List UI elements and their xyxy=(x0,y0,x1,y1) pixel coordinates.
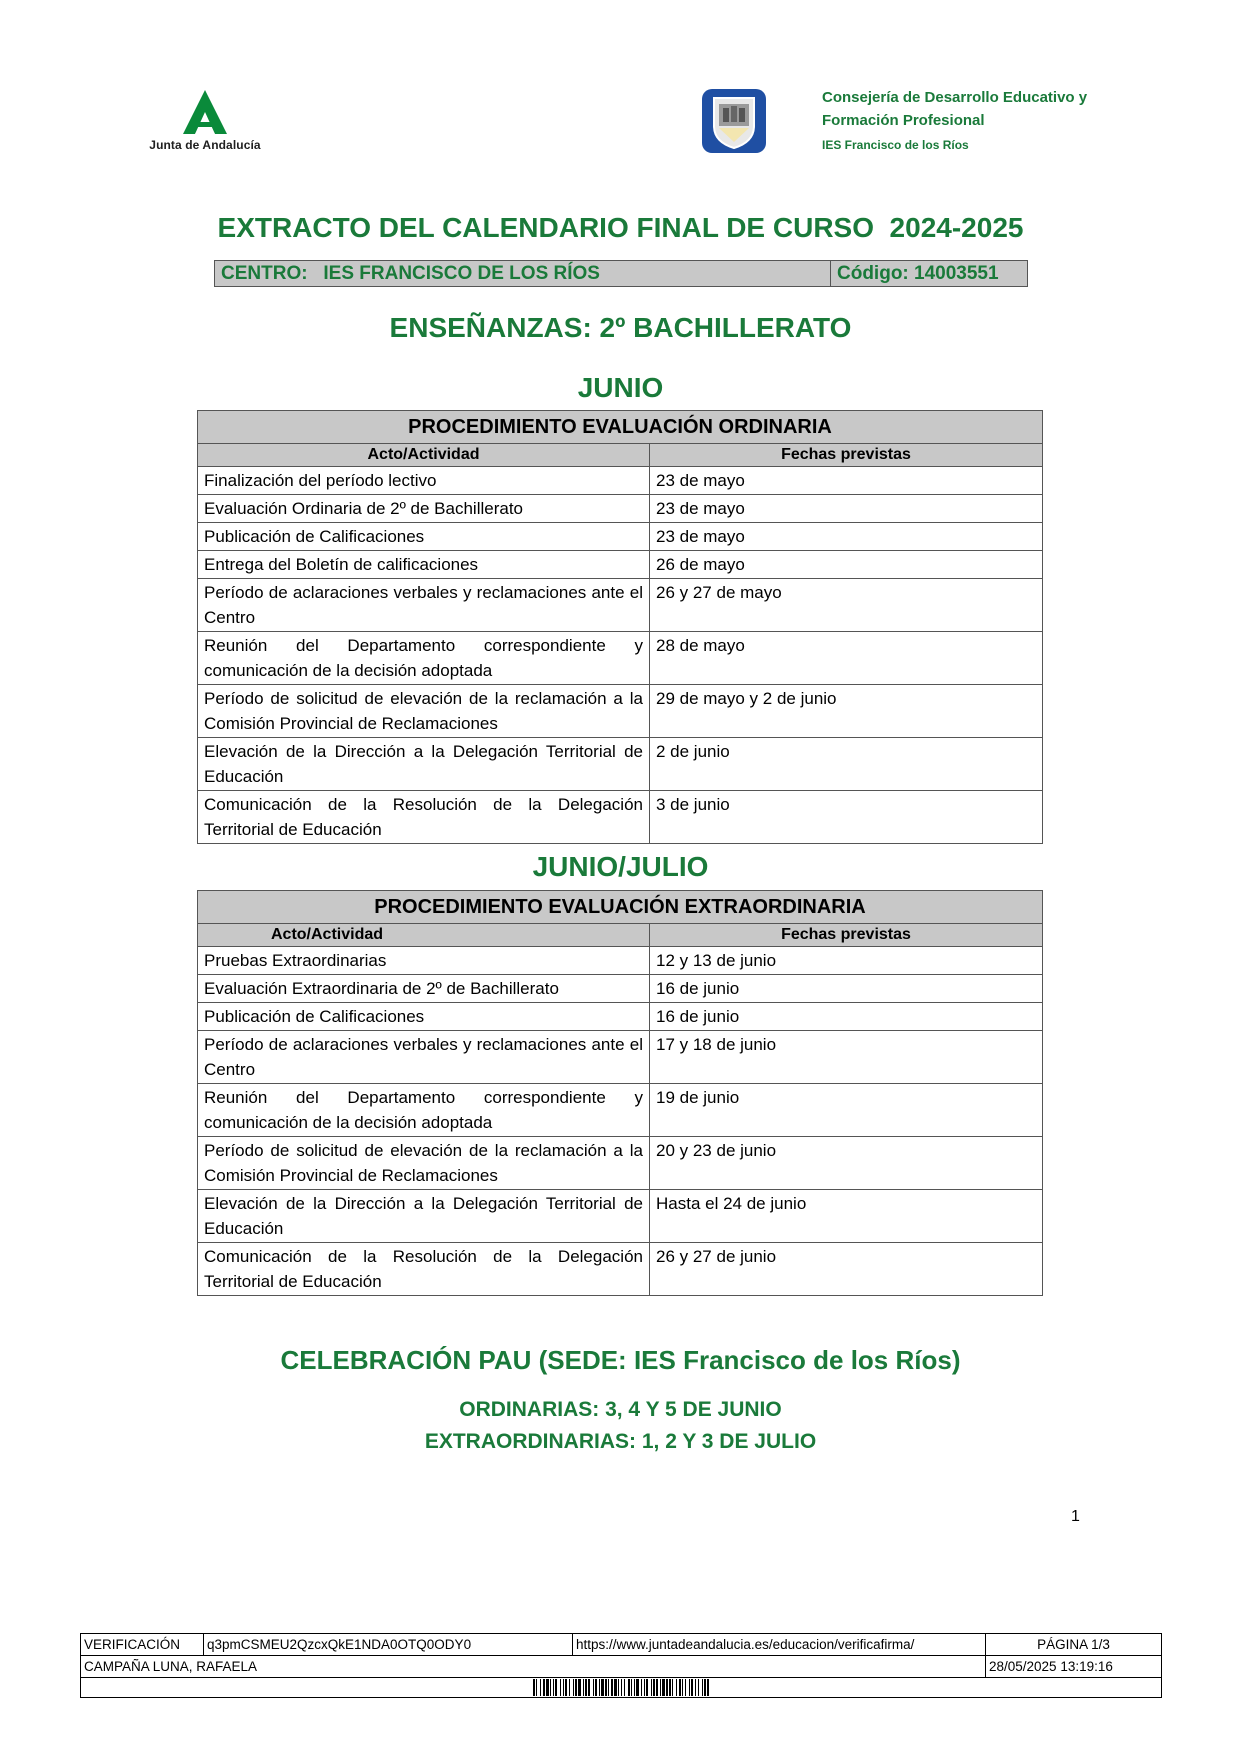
table-row xyxy=(198,1084,1043,1137)
table-row xyxy=(198,632,1043,685)
date-cell: 19 de junio xyxy=(650,1084,1043,1137)
table-row xyxy=(198,738,1043,791)
date-cell: 16 de junio xyxy=(650,975,1043,1003)
activity-cell: Período de solicitud de elevación de la reclamación a la Comisión Provincial de Reclamaciones xyxy=(198,1137,650,1190)
date-cell: 16 de junio xyxy=(650,1003,1043,1031)
ies-crest-logo xyxy=(701,88,767,154)
activity-cell: Reunión del Departamento correspondiente y comunicación de la decisión adoptada xyxy=(198,1084,650,1137)
pau-ordinarias: ORDINARIAS: 3, 4 Y 5 DE JUNIO xyxy=(459,1398,782,1421)
extraordinaria-table-body xyxy=(198,947,1043,1296)
junta-andalucia-logo-text: Junta de Andalucía xyxy=(149,138,261,152)
school-crest-icon xyxy=(701,88,767,154)
document-title: EXTRACTO DEL CALENDARIO FINAL DE CURSO 2024-2025 xyxy=(217,212,1024,243)
table-title: PROCEDIMIENTO EVALUACIÓN ORDINARIA xyxy=(198,411,1043,444)
date-cell: 23 de mayo xyxy=(650,467,1043,495)
column-header-activity: Acto/Actividad xyxy=(198,924,650,947)
date-cell: 28 de mayo xyxy=(650,632,1043,685)
verification-table xyxy=(80,1633,1162,1698)
centro-codigo: Código: 14003551 xyxy=(830,261,999,287)
section-junio-julio-heading: JUNIO/JULIO xyxy=(532,851,709,882)
junta-andalucia-logo xyxy=(140,88,270,158)
activity-cell: Pruebas Extraordinarias xyxy=(198,947,650,975)
activity-cell: Publicación de Calificaciones xyxy=(198,1003,650,1031)
table-row xyxy=(198,523,1043,551)
date-cell: 26 de mayo xyxy=(650,551,1043,579)
date-cell: 26 y 27 de junio xyxy=(650,1243,1043,1296)
date-cell: 26 y 27 de mayo xyxy=(650,579,1043,632)
pau-extraordinarias: EXTRAORDINARIAS: 1, 2 Y 3 DE JULIO xyxy=(424,1430,817,1453)
date-cell: 2 de junio xyxy=(650,738,1043,791)
date-cell: 12 y 13 de junio xyxy=(650,947,1043,975)
table-row xyxy=(198,1031,1043,1084)
table-row xyxy=(198,975,1043,1003)
table-row xyxy=(198,791,1043,844)
activity-cell: Publicación de Calificaciones xyxy=(198,523,650,551)
signature-datetime: 28/05/2025 13:19:16 xyxy=(986,1656,1162,1678)
column-header-dates: Fechas previstas xyxy=(650,924,1043,947)
activity-cell: Evaluación Extraordinaria de 2º de Bachillerato xyxy=(198,975,650,1003)
date-cell: 23 de mayo xyxy=(650,523,1043,551)
date-cell: 29 de mayo y 2 de junio xyxy=(650,685,1043,738)
section-junio-heading: JUNIO xyxy=(577,372,664,403)
table-row xyxy=(198,495,1043,523)
ensenanzas-heading: ENSEÑANZAS: 2º BACHILLERATO xyxy=(389,312,852,343)
activity-cell: Comunicación de la Resolución de la Delegación Territorial de Educación xyxy=(198,791,650,844)
consejeria-line-2: Formación Profesional xyxy=(822,112,985,129)
centro-label: CENTRO: IES FRANCISCO DE LOS RÍOS xyxy=(221,263,600,284)
extraordinaria-table xyxy=(197,890,1043,1296)
activity-cell: Período de solicitud de elevación de la reclamación a la Comisión Provincial de Reclamaciones xyxy=(198,685,650,738)
date-cell: 20 y 23 de junio xyxy=(650,1137,1043,1190)
signer-name: CAMPAÑA LUNA, RAFAELA xyxy=(81,1656,986,1678)
barcode-icon xyxy=(81,1678,1161,1697)
consejeria-line-1: Consejería de Desarrollo Educativo y xyxy=(822,89,1088,106)
table-row xyxy=(198,467,1043,495)
table-row xyxy=(198,947,1043,975)
table-row xyxy=(198,685,1043,738)
activity-cell: Período de aclaraciones verbales y reclamaciones ante el Centro xyxy=(198,579,650,632)
date-cell: 3 de junio xyxy=(650,791,1043,844)
activity-cell: Comunicación de la Resolución de la Delegación Territorial de Educación xyxy=(198,1243,650,1296)
barcode-cell xyxy=(81,1678,1162,1698)
table-title: PROCEDIMIENTO EVALUACIÓN EXTRAORDINARIA xyxy=(198,891,1043,924)
activity-cell: Finalización del período lectivo xyxy=(198,467,650,495)
verificacion-code: q3pmCSMEU2QzcxQkE1NDA0OTQ0ODY0 xyxy=(204,1634,573,1656)
activity-cell: Elevación de la Dirección a la Delegación Territorial de Educación xyxy=(198,738,650,791)
verificacion-label: VERIFICACIÓN xyxy=(81,1634,204,1656)
activity-cell: Elevación de la Dirección a la Delegación Territorial de Educación xyxy=(198,1190,650,1243)
column-header-activity: Acto/Actividad xyxy=(198,444,650,467)
page-indicator: PÁGINA 1/3 xyxy=(986,1634,1162,1656)
date-cell: Hasta el 24 de junio xyxy=(650,1190,1043,1243)
activity-cell: Evaluación Ordinaria de 2º de Bachillerato xyxy=(198,495,650,523)
ordinaria-table xyxy=(197,410,1043,844)
consejeria-name xyxy=(822,86,1122,132)
date-cell: 23 de mayo xyxy=(650,495,1043,523)
page-number: 1 xyxy=(1071,1508,1080,1525)
activity-cell: Período de aclaraciones verbales y reclamaciones ante el Centro xyxy=(198,1031,650,1084)
table-row xyxy=(198,1003,1043,1031)
activity-cell: Entrega del Boletín de calificaciones xyxy=(198,551,650,579)
junta-andalucia-emblem-icon xyxy=(179,88,231,136)
ordinaria-table-body xyxy=(198,467,1043,844)
pau-heading: CELEBRACIÓN PAU (SEDE: IES Francisco de los Ríos) xyxy=(280,1345,961,1375)
table-row xyxy=(198,551,1043,579)
verification-url[interactable]: https://www.juntadeandalucia.es/educacion/verificafirma/ xyxy=(573,1634,986,1656)
table-row xyxy=(198,1243,1043,1296)
activity-cell: Reunión del Departamento correspondiente y comunicación de la decisión adoptada xyxy=(198,632,650,685)
table-row xyxy=(198,1137,1043,1190)
centro-bar xyxy=(214,260,1028,287)
column-header-dates: Fechas previstas xyxy=(650,444,1043,467)
table-row xyxy=(198,1190,1043,1243)
date-cell: 17 y 18 de junio xyxy=(650,1031,1043,1084)
ies-name-header: IES Francisco de los Ríos xyxy=(822,138,969,152)
table-row xyxy=(198,579,1043,632)
